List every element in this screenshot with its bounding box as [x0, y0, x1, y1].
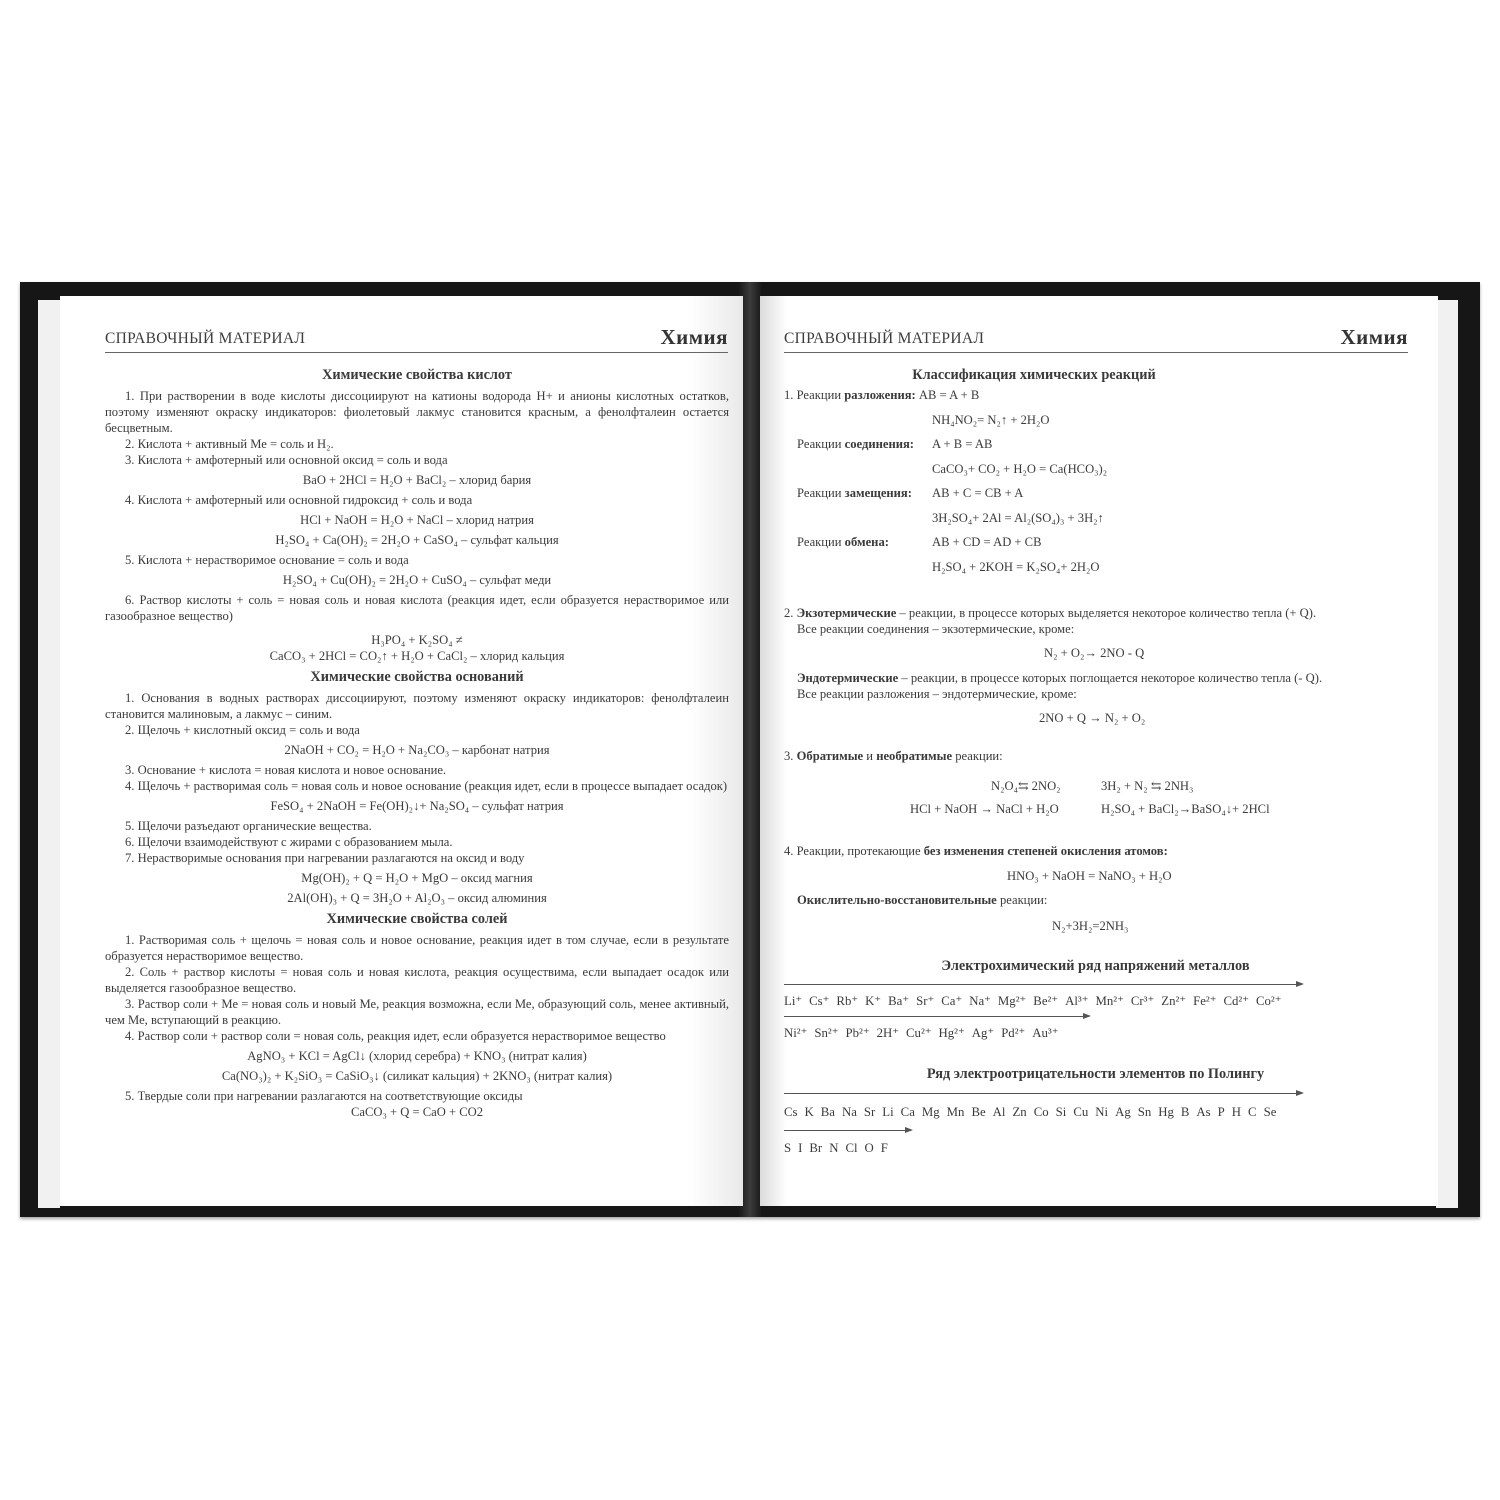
- electronegativity-row-2: [784, 1140, 895, 1156]
- reaction-exchange: Реакции обмена:: [797, 535, 889, 549]
- ion-item: 2H⁺: [876, 1026, 900, 1040]
- electrochemical-row-1: [784, 993, 1289, 1009]
- element-item: Li: [882, 1105, 894, 1119]
- reaction-combination: Реакции соединения:: [797, 437, 914, 451]
- ion-item: Ca⁺: [941, 994, 963, 1008]
- electrochemical-arrow-2: [784, 1016, 1089, 1017]
- exothermic-example: N₂ + O₂→ 2NO - Q: [1044, 646, 1145, 660]
- bases-item-1: 1. Основания в водных растворах диссоциируют, поэтому изменяют окраску индикаторов: фенолфталеин становится малиновым, а лакмус – синим.: [105, 691, 729, 721]
- header-section-label: СПРАВОЧНЫЙ МАТЕРИАЛ: [105, 330, 306, 347]
- salts-title: Химические свойства солей: [326, 911, 508, 927]
- ion-item: Sr⁺: [916, 994, 935, 1008]
- salts-formula-1: AgNO₃ + KCl = AgCl↓ (хлорид серебра) + KNO₃ (нитрат калия): [247, 1049, 587, 1063]
- bases-formula-1: 2NaOH + CO₂ = H₂O + Na₂CO₃ – карбонат натрия: [284, 743, 550, 757]
- bases-item-6: 6. Щелочи взаимодействуют с жирами с образованием мыла.: [125, 835, 453, 849]
- left-page-edges: [38, 300, 60, 1208]
- redox-heading: Окислительно-восстановительные реакции:: [797, 893, 1048, 907]
- element-item: Na: [841, 1105, 857, 1119]
- element-item: O: [864, 1141, 874, 1155]
- ion-item: Sn²⁺: [814, 1026, 839, 1040]
- bases-item-4: 4. Щелочь + растворимая соль = новая соль и новое основание (реакция идет, если в процессе выпадает осадок): [125, 779, 728, 793]
- ion-item: Na⁺: [969, 994, 991, 1008]
- reaction-decomposition: 1. Реакции разложения: AB = A + B: [784, 388, 980, 402]
- electronegativity-arrow-1: [784, 1093, 1302, 1094]
- acids-item-4: 4. Кислота + амфотерный или основной гидроксид + соль и вода: [125, 493, 473, 507]
- reaction-exchange-eq: AB + CD = AD + CB: [932, 535, 1042, 549]
- ion-item: Cs⁺: [809, 994, 830, 1008]
- element-item: Ca: [900, 1105, 915, 1119]
- left-page: [60, 296, 743, 1206]
- ion-item: Mn²⁺: [1095, 994, 1124, 1008]
- ion-item: Li⁺: [784, 994, 803, 1008]
- bases-title: Химические свойства оснований: [310, 669, 524, 685]
- header-subject-title: Химия: [660, 325, 728, 349]
- bases-item-2: 2. Щелочь + кислотный оксид = соль и вода: [125, 723, 360, 737]
- acids-formula-3: H₂SO₄ + Ca(OH)₂ = 2H₂O + CaSO₄ – сульфат кальция: [275, 533, 559, 547]
- salts-formula-2: Ca(NO₃)₂ + K₂SiO₃ = CaSiO₃↓ (силикат кальция) + 2KNO₃ (нитрат калия): [221, 1069, 613, 1083]
- element-item: Si: [1055, 1105, 1067, 1119]
- element-item: Be: [971, 1105, 986, 1119]
- irreversible-example-1: HCl + NaOH → NaCl + H₂O: [910, 802, 1059, 816]
- electronegativity-row-1: [784, 1104, 1283, 1120]
- element-item: Ag: [1115, 1105, 1131, 1119]
- acids-formula-4: H₂SO₄ + Cu(OH)₂ = 2H₂O + CuSO₄ – сульфат меди: [282, 573, 552, 587]
- ion-item: Pb²⁺: [845, 1026, 870, 1040]
- element-item: H: [1231, 1105, 1242, 1119]
- salts-item-4: 4. Раствор соли + раствор соли = новая соль, реакция идет, если образуется нерастворимое вещество: [125, 1029, 666, 1043]
- reaction-substitution-example: 3H₂SO₄+ 2Al = Al₂(SO₄)₃ + 3H₂↑: [932, 511, 1104, 525]
- acids-title: Химические свойства кислот: [322, 367, 512, 383]
- salts-item-2: 2. Соль + раствор кислоты = новая соль и новая кислота, реакция осуществима, если выпадает осадок или выделяется газообразное вещество.: [105, 965, 729, 995]
- ion-item: Co²⁺: [1256, 994, 1282, 1008]
- bases-item-7: 7. Нерастворимые основания при нагревании разлагаются на оксид и воду: [125, 851, 525, 865]
- element-item: Co: [1033, 1105, 1049, 1119]
- bases-item-3: 3. Основание + кислота = новая кислота и новое основание.: [125, 763, 447, 777]
- ion-item: K⁺: [865, 994, 882, 1008]
- ion-item: Cu²⁺: [906, 1026, 932, 1040]
- bases-formula-2: FeSO₄ + 2NaOH = Fe(OH)₂↓+ Na₂SO₄ – сульфат натрия: [270, 799, 564, 813]
- reversible-heading: 3. Обратимые и необратимые реакции:: [784, 749, 1003, 763]
- ion-item: Au³⁺: [1032, 1026, 1059, 1040]
- electrochemical-arrow-1: [784, 984, 1302, 985]
- acids-item-2: 2. Кислота + активный Ме = соль и H₂.: [125, 437, 334, 451]
- endothermic-note: Все реакции разложения – эндотермические, кроме:: [797, 687, 1077, 701]
- element-item: S: [784, 1141, 792, 1155]
- element-item: Sr: [863, 1105, 876, 1119]
- acids-formula-1: BaO + 2HCl = H₂O + BaCl₂ – хлорид бария: [302, 473, 532, 487]
- element-item: As: [1196, 1105, 1211, 1119]
- ion-item: Cr³⁺: [1130, 994, 1155, 1008]
- ion-item: Hg²⁺: [938, 1026, 965, 1040]
- acids-formula-6: CaCO₃ + 2HCl = CO₂↑ + H₂O + CaCl₂ – хлорид кальция: [269, 649, 565, 663]
- salts-item-3: 3. Раствор соли + Ме = новая соль и новый Ме, реакция возможна, если Ме, образующий соль, менее активный, чем Ме, вступающий в реакцию.: [105, 997, 729, 1027]
- ion-item: Ba⁺: [888, 994, 910, 1008]
- bases-item-5: 5. Щелочи разъедают органические вещества.: [125, 819, 372, 833]
- element-item: Al: [992, 1105, 1006, 1119]
- element-item: P: [1217, 1105, 1225, 1119]
- acids-item-1: 1. При растворении в воде кислоты диссоциируют на катионы водорода H+ и анионы кислотных остатков, поэтому изменяют окраску индикаторов: фиолетовый лакмус становится красным, а фенолфталеин остается бесцветным.: [105, 389, 729, 435]
- acids-item-6: 6. Раствор кислоты + соль = новая соль и новая кислота (реакция идет, если образуется нерастворимое или газообразное вещество): [105, 593, 729, 623]
- reaction-combination-example: CaCO₃+ CO₂ + H₂O = Ca(HCO₃)₂: [932, 462, 1108, 476]
- right-page-edges: [1436, 300, 1458, 1208]
- ion-item: Rb⁺: [836, 994, 859, 1008]
- right-page: [760, 296, 1438, 1206]
- acids-item-5: 5. Кислота + нерастворимое основание = соль и вода: [125, 553, 409, 567]
- reaction-combination-eq: A + B = AB: [932, 437, 993, 451]
- salts-item-1: 1. Растворимая соль + щелочь = новая соль и новое основание, реакция идет в том случае, если в результате образуется нерастворимое вещество.: [105, 933, 729, 963]
- irreversible-example-2: H₂SO₄ + BaCl₂→BaSO₄↓+ 2HCl: [1101, 802, 1270, 816]
- left-page-header: [105, 326, 728, 353]
- element-item: B: [1180, 1105, 1190, 1119]
- element-item: Ni: [1095, 1105, 1109, 1119]
- electronegativity-title: Ряд электроотрицательности элементов по Полингу: [926, 1066, 1265, 1082]
- ion-item: Pd²⁺: [1001, 1026, 1026, 1040]
- element-item: Hg: [1158, 1105, 1174, 1119]
- reaction-decomposition-example: NH₄NO₂= N₂↑ + 2H₂O: [932, 413, 1050, 427]
- element-item: Br: [809, 1141, 823, 1155]
- electrochemical-series-title: Электрохимический ряд напряжений металлов: [941, 958, 1250, 974]
- ion-item: Zn²⁺: [1161, 994, 1187, 1008]
- right-page-content: [784, 366, 1408, 1186]
- ion-item: Fe²⁺: [1193, 994, 1217, 1008]
- reaction-exchange-example: H₂SO₄ + 2KOH = K₂SO₄+ 2H₂O: [932, 560, 1100, 574]
- element-item: Cl: [845, 1141, 858, 1155]
- element-item: N: [829, 1141, 839, 1155]
- salts-item-5: 5. Твердые соли при нагревании разлагаются на соответствующие оксиды: [125, 1089, 523, 1103]
- element-item: Mn: [946, 1105, 965, 1119]
- element-item: Ba: [820, 1105, 835, 1119]
- element-item: Zn: [1012, 1105, 1027, 1119]
- acids-item-3: 3. Кислота + амфотерный или основной оксид = соль и вода: [125, 453, 448, 467]
- bases-formula-4: 2Al(OH)₃ + Q = 3H₂O + Al₂O₃ – оксид алюминия: [287, 891, 547, 905]
- no-oxidation-change-example: HNO₃ + NaOH = NaNO₃ + H₂O: [1007, 869, 1172, 883]
- element-item: C: [1248, 1105, 1257, 1119]
- element-item: F: [880, 1141, 888, 1155]
- ion-item: Mg²⁺: [997, 994, 1027, 1008]
- element-item: K: [804, 1105, 814, 1119]
- header-section-label: СПРАВОЧНЫЙ МАТЕРИАЛ: [784, 330, 985, 347]
- ion-item: Ag⁺: [971, 1026, 995, 1040]
- ion-item: Al³⁺: [1065, 994, 1089, 1008]
- left-page-content: [105, 366, 729, 1120]
- electronegativity-arrow-2: [784, 1130, 911, 1131]
- endothermic-definition: Эндотермические – реакции, в процессе которых поглощается некоторое количество тепла (- Q).: [797, 671, 1323, 685]
- exothermic-note: Все реакции соединения – экзотермические, кроме:: [797, 622, 1075, 636]
- element-item: Sn: [1137, 1105, 1152, 1119]
- no-oxidation-change-heading: 4. Реакции, протекающие без изменения степеней окисления атомов:: [784, 844, 1168, 858]
- salts-formula-3: CaCO₃ + Q = CaO + CO2: [350, 1105, 484, 1119]
- classification-title: Классификация химических реакций: [912, 367, 1156, 383]
- reaction-substitution: Реакции замещения:: [797, 486, 912, 500]
- exothermic-definition: 2. Экзотермические – реакции, в процессе которых выделяется некоторое количество тепла (+ Q).: [784, 606, 1317, 620]
- reversible-example-2: 3H₂ + N₂ ⇆ 2NH₃: [1101, 779, 1194, 793]
- electrochemical-row-2: [784, 1025, 1066, 1041]
- redox-example: N₂+3H₂=2NH₃: [1052, 919, 1129, 933]
- ion-item: Ni²⁺: [784, 1026, 808, 1040]
- header-subject-title: Химия: [1340, 325, 1408, 349]
- reaction-substitution-eq: AB + C = CB + A: [932, 486, 1024, 500]
- right-page-header: [784, 326, 1408, 353]
- ion-item: Cd²⁺: [1223, 994, 1249, 1008]
- element-item: Mg: [921, 1105, 940, 1119]
- ion-item: Be²⁺: [1033, 994, 1059, 1008]
- element-item: Cu: [1073, 1105, 1089, 1119]
- element-item: Cs: [784, 1105, 798, 1119]
- element-item: Se: [1263, 1105, 1277, 1119]
- bases-formula-3: Mg(OH)₂ + Q = H₂O + MgO – оксид магния: [301, 871, 533, 885]
- acids-formula-2: HCl + NaOH = H₂O + NaCl – хлорид натрия: [300, 513, 534, 527]
- reversible-example-1: N₂O₄⇆ 2NO₂: [991, 779, 1061, 793]
- element-item: I: [798, 1141, 803, 1155]
- acids-formula-5: H₃PO₄ + K₂SO₄ ≠: [371, 633, 463, 647]
- endothermic-example: 2NO + Q → N₂ + O₂: [1039, 711, 1146, 725]
